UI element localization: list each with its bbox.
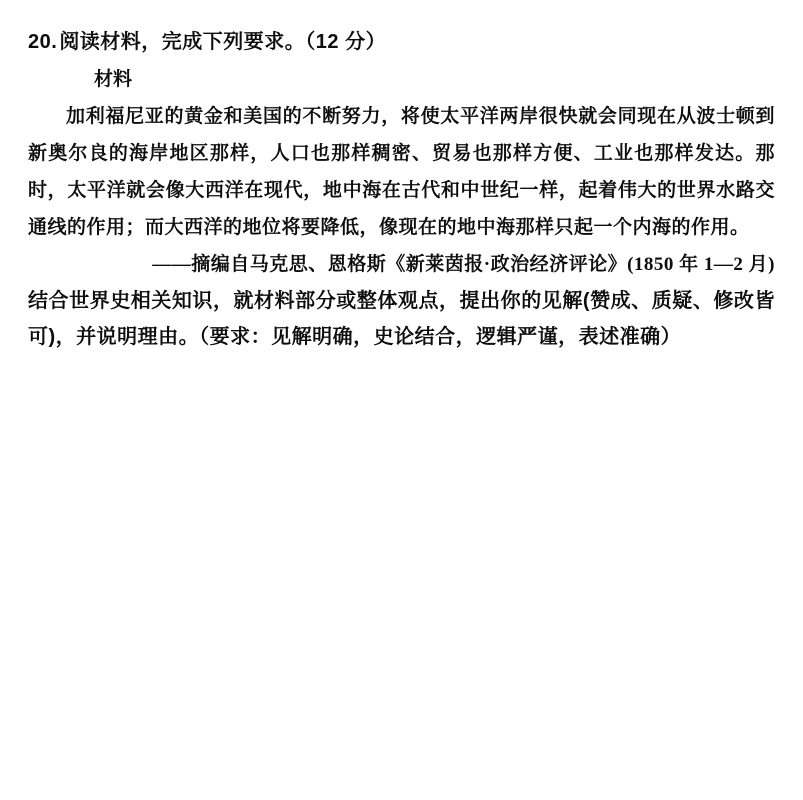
question-task: 结合世界史相关知识，就材料部分或整体观点，提出你的见解(赞成、质疑、修改皆可)，并说明理由。（要求：见解明确，史论结合，逻辑严谨，表述准确） <box>28 290 775 348</box>
material-paragraph: 加利福尼亚的黄金和美国的不断努力，将使太平洋两岸很快就会同现在从波士顿到新奥尔良的海岸地区那样，人口也那样稠密、贸易也那样方便、工业也那样发达。那时，太平洋就会像大西洋在现代，地中海在古代和中世纪一样，起着伟大的世界水路交通线的作用；而大西洋的地位将要降低，像现在的地中海那样只起一个内海的作用。 <box>28 106 775 238</box>
question-header <box>28 24 775 61</box>
material-attribution: ——摘编自马克思、恩格斯《新莱茵报·政治经济评论》(1850 年 1—2 月) <box>152 254 775 275</box>
question-title: 阅读材料，完成下列要求。（12 分） <box>59 31 387 53</box>
question-number: 20. <box>28 31 58 53</box>
material-label: 材料 <box>94 69 133 90</box>
